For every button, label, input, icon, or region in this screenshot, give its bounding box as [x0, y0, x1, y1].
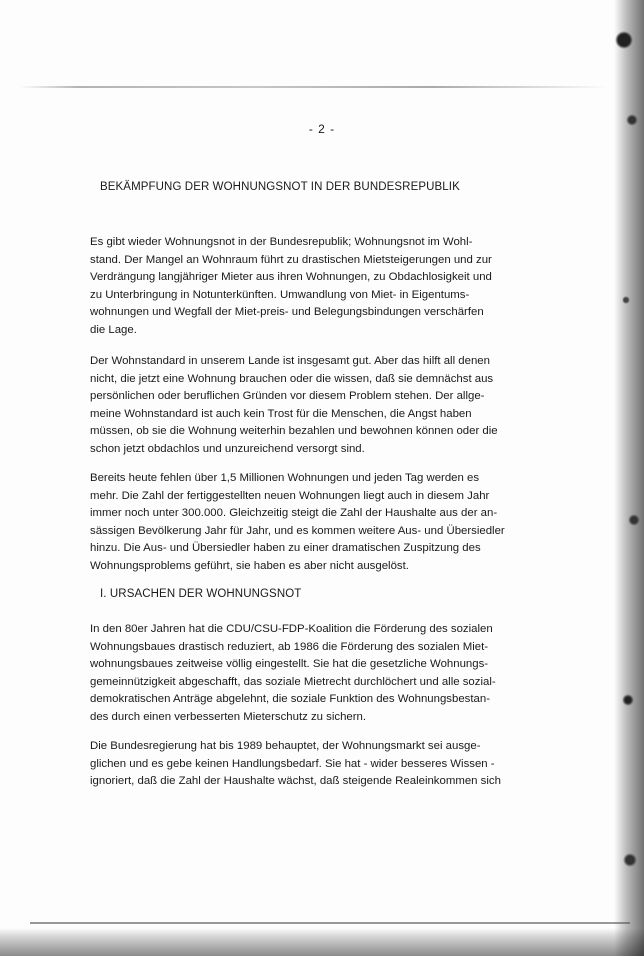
paragraph-line: müssen, ob sie die Wohnung weiterhin bezahlen und bewohnen können oder die: [90, 425, 498, 437]
paragraph-line: Der Wohnstandard in unserem Lande ist insgesamt gut. Aber das hilft all denen: [90, 355, 490, 367]
paragraph-line: stand. Der Mangel an Wohnraum führt zu drastischen Mietsteigerungen und zur: [90, 253, 492, 266]
paragraph-line: Es gibt wieder Wohnungsnot in der Bundesrepublik; Wohnungsnot im Wohl-: [90, 236, 473, 248]
paragraph-5: [90, 738, 540, 791]
scan-edge-bottom: [0, 916, 644, 956]
scan-edge-right: [604, 0, 644, 956]
paragraph-line: meine Wohnstandard ist auch kein Trost für die Menschen, die Angst haben: [90, 407, 472, 420]
paragraph-line: glichen und es gebe keinen Handlungsbedarf. Sie hat - wider besseres Wissen -: [90, 757, 495, 770]
paragraph-line: Wohnungsbaues drastisch reduziert, ab 1986 die Förderung des sozialen Miet-: [90, 640, 489, 653]
paragraph-line: Die Bundesregierung hat bis 1989 behauptet, der Wohnungsmarkt sei ausge-: [90, 740, 481, 752]
paragraph-line: gemeinnützigkeit abgeschafft, das soziale Mietrecht durchlöchert und alle sozial-: [90, 675, 496, 688]
paragraph-line: ignoriert, daß die Zahl der Haushalte wächst, daß steigende Realeinkommen sich: [90, 775, 501, 787]
paragraph-line: nicht, die jetzt eine Wohnung brauchen oder die wissen, daß sie demnächst aus: [90, 372, 494, 385]
paragraph-line: immer noch unter 300.000. Gleichzeitig steigt die Zahl der Haushalte aus der an-: [90, 507, 498, 519]
paragraph-line: schon jetzt obdachlos und unzureichend versorgt sind.: [90, 442, 365, 455]
paragraph-4: [90, 621, 540, 726]
paragraph-line: zu Unterbringung in Notunterkünften. Umwandlung von Miet- in Eigentums-: [90, 288, 470, 301]
paragraph-line: persönlichen oder beruflichen Gründen vor diesem Problem stehen. Der allge-: [90, 390, 485, 402]
paragraph-2: [90, 353, 540, 458]
paragraph-line: des durch einen verbesserten Mieterschutz zu sichern.: [90, 710, 367, 723]
document-heading: BEKÄMPFUNG DER WOHNUNGSNOT IN DER BUNDESREPUBLIK: [100, 181, 460, 193]
paragraph-line: Bereits heute fehlen über 1,5 Millionen Wohnungen und jeden Tag werden es: [90, 472, 480, 484]
paragraph-3: [90, 470, 540, 575]
paragraph-line: Verdrängung langjähriger Mieter aus ihren Wohnungen, zu Obdachlosigkeit und: [90, 271, 492, 283]
paragraph-line: wohnungsbaues zeitweise völlig eingestellt. Sie hat die gesetzliche Wohnungs-: [90, 658, 489, 670]
paragraph-line: sässigen Bevölkerung Jahr für Jahr, und es kommen weitere Aus- und Übersiedler: [90, 524, 505, 537]
page-number: - 2 -: [308, 122, 336, 136]
paragraph-line: wohnungen und Wegfall der Miet-preis- und Belegungsbindungen verschärfen: [90, 306, 484, 318]
section-heading: I. URSACHEN DER WOHNUNGSNOT: [100, 588, 302, 600]
paragraph-line: hinzu. Die Aus- und Übersiedler haben zu einer dramatischen Zuspitzung des: [90, 542, 481, 554]
paragraph-line: demokratischen Anträge abgelehnt, die soziale Funktion des Wohnungsbestan-: [90, 693, 490, 705]
paragraph-line: Wohnungsproblems geführt, sie haben es aber nicht ausgelöst.: [90, 559, 409, 572]
paragraph-line: In den 80er Jahren hat die CDU/CSU-FDP-Koalition die Förderung des sozialen: [90, 623, 493, 635]
scan-edge-top: [20, 86, 610, 88]
paragraph-line: mehr. Die Zahl der fertiggestellten neuen Wohnungen liegt auch in diesem Jahr: [90, 489, 490, 502]
paragraph-line: die Lage.: [90, 323, 137, 336]
paragraph-1: [90, 234, 540, 339]
